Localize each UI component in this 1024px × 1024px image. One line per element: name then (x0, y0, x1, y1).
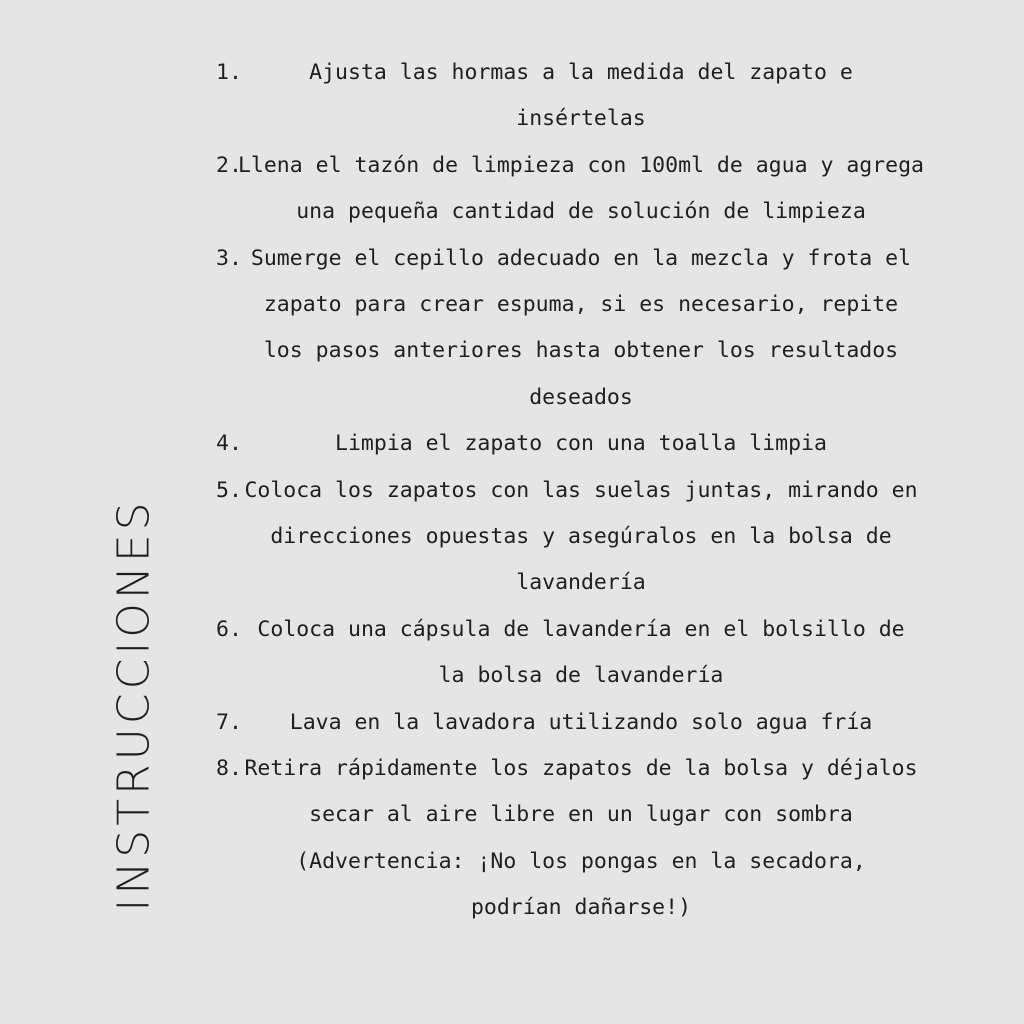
step-3 (216, 236, 946, 422)
step-text-line: deseados (529, 384, 633, 410)
step-number: 3. (216, 245, 242, 271)
step-number: 2. (216, 152, 242, 178)
step-number: 7. (216, 709, 242, 735)
step-4 (216, 421, 946, 467)
step-6 (216, 607, 946, 700)
step-text-line: lavandería (516, 570, 646, 596)
step-number: 4. (216, 431, 242, 457)
step-number: 5. (216, 477, 242, 503)
page-title: INSTRUCCIONES (108, 498, 160, 912)
step-number: 6. (216, 616, 242, 642)
step-text-line: una pequeña cantidad de solución de limpieza (296, 199, 866, 225)
step-text-line: Ajusta las hormas a la medida del zapato e (309, 60, 853, 85)
step-number: 1. (216, 60, 242, 85)
step-text-line: Lava en la lavadora utilizando solo agua fría (289, 709, 873, 735)
step-text-line: zapato para crear espuma, si es necesario, repite (263, 292, 899, 317)
step-text-line: Limpia el zapato con una toalla limpia (335, 431, 827, 457)
step-1 (216, 50, 946, 143)
step-8 (216, 746, 946, 932)
step-text-line: Coloca una cápsula de lavandería en el bolsillo de (257, 616, 905, 642)
step-text-line: los pasos anteriores hasta obtener los resultados (263, 338, 899, 364)
step-5 (216, 468, 946, 607)
step-text-line: (Advertencia: ¡No los pongas en la secadora, (296, 848, 866, 874)
step-text-line: Llena el tazón de limpieza con 100ml de agua y agrega (237, 152, 925, 178)
step-text-line: la bolsa de lavandería (438, 663, 724, 689)
step-text-line: Retira rápidamente los zapatos de la bolsa y déjalos (244, 756, 918, 781)
step-text-line: secar al aire libre en un lugar con sombra (309, 802, 853, 828)
step-7 (216, 700, 946, 746)
step-number: 8. (216, 756, 242, 781)
step-text-line: Sumerge el cepillo adecuado en la mezcla y frota el (250, 245, 912, 271)
step-2 (216, 143, 946, 236)
step-text-line: direcciones opuestas y asegúralos en la bolsa de (270, 524, 892, 549)
step-text-line: insértelas (516, 106, 646, 132)
step-text-line: Coloca los zapatos con las suelas juntas, mirando en (244, 477, 918, 503)
step-text-line: podrían dañarse!) (470, 895, 692, 921)
